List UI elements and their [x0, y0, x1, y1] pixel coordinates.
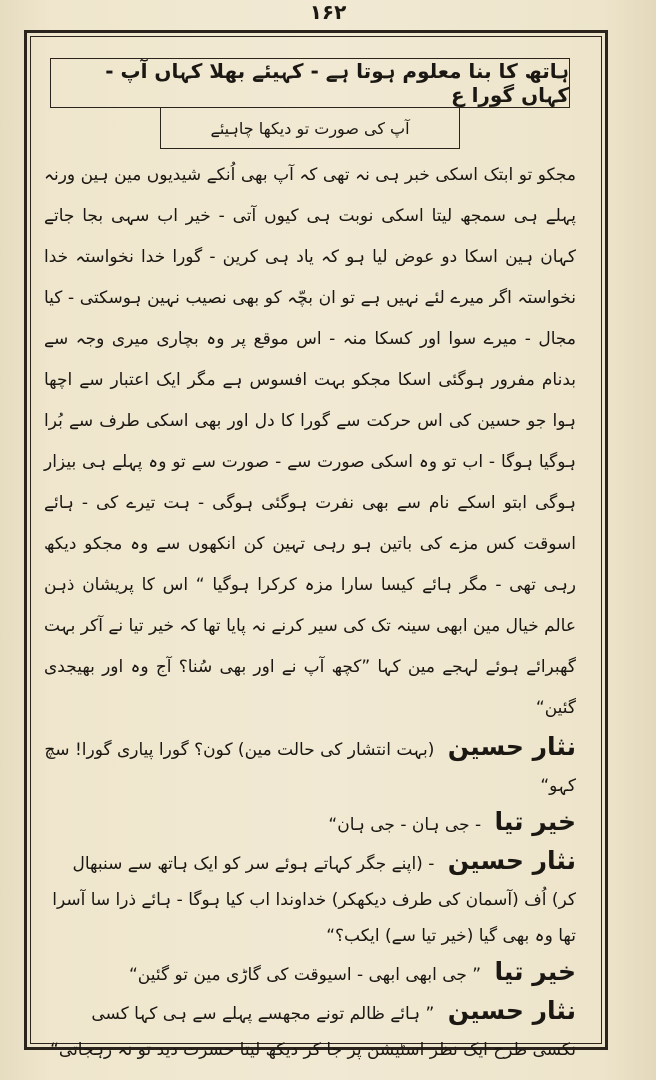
speaker-name: نثار حسین [447, 996, 576, 1025]
page-content [40, 58, 580, 1060]
dialogue-text: (بہت انتشار کی حالت مین) کون؟ گورا پیاری گورا! سچ کہو“ [44, 740, 576, 796]
speaker-name: نثار حسین [447, 846, 576, 875]
dialogue-line [44, 954, 576, 993]
dialogue-text: ” ہائے ظالم تونے مجھسے پہلے سے ہی کہا کسی نکسی طرح ایک نظر اسٹیشن پر جا کر دیکھ لیتا حسرت دید تو نہ رہجاتی“ [50, 1004, 576, 1060]
speaker-name: نثار حسین [447, 732, 576, 761]
page-number: ۱۶۲ [309, 0, 347, 24]
body-paragraph: مجکو تو ابتک اسکی خبر ہی نہ تھی کہ آپ بھی اُنکے شیدیوں مین ہین ورنہ پہلے ہی سمجھ لیتا اسکی نوبت ہی کیوں آتی - خیر اب سہی بجا جاتے کہان ہین اسکا دو عوض لیا ہو کہ یاد ہی کرین - گورا خدا نخواستہ خدا نخواستہ اگر میرے لئے نہیں ہے تو ان بچّہ کو بھی نصیب نہین ہوسکتی - کیا مجال - میرے سوا اور کسکا منہ - اس موقع پر وہ بچاری میری وجہ سے بدنام مفرور ہوگئی اسکا مجکو بہت افسوس ہے مگر ایک اعتبار سے اچھا ہوا جو حسین کی اس حرکت سے گورا کا دل اور بھی اسکی طرف سے بُرا ہوگیا ہوگا - اب تو وہ اسکی صورت سے - صورت سے تو وہ پہلے ہی بیزار ہوگی ابتو اسکے نام سے بھی نفرت ہوگئی ہوگی - ہت تیرے کی - ہائے اسوقت کس مزے کی باتین ہو رہی تہین کن انکھوں سے وہ مجکو دیکھ رہی تھی - مگر ہائے کیسا سارا مزہ کرکرا ہوگیا “ اس کا پریشان ذہن عالم خیال مین ابھی سینہ تک کی سیر کرنے نہ پایا تھا کہ خیر تیا نے آکر بہت گھبرائے ہوئے لہجے مین کہا ”کچھ آپ نے اور بھی سُنا؟ آج وہ اور بھیجدی گئین“ [44, 165, 576, 718]
dialogue-line [44, 729, 576, 804]
dialogue-line [44, 804, 576, 843]
dialogue-line [44, 843, 576, 954]
couplet-line-2: آپ کی صورت تو دیکھا چاہیئے [160, 108, 460, 149]
dialogue-text: - (اپنے جگر کہاتے ہوئے سر کو ایک ہاتھ سے سنبھال کر) اُف (آسمان کی طرف دیکھکر) خداوندا اب کیا ہوگا - ہائے ذرا سا آسرا تھا وہ بھی گیا (خیر تیا سے) ایکب؟“ [52, 854, 576, 946]
speaker-name: خیر تیا [494, 807, 576, 836]
dialogue-text: ” جی ابھی ابھی - اسیوقت کی گاڑی مین تو گئین“ [129, 965, 482, 985]
dialogue-line [44, 993, 576, 1068]
couplet-line-1: ہاتھ کا بنا معلوم ہوتا ہے - کہیئے بھلا کہاں آپ - کہاں گورا ع [50, 58, 570, 108]
dialogue-text: - جی ہان - جی ہان“ [328, 815, 482, 835]
speaker-name: خیر تیا [494, 957, 576, 986]
